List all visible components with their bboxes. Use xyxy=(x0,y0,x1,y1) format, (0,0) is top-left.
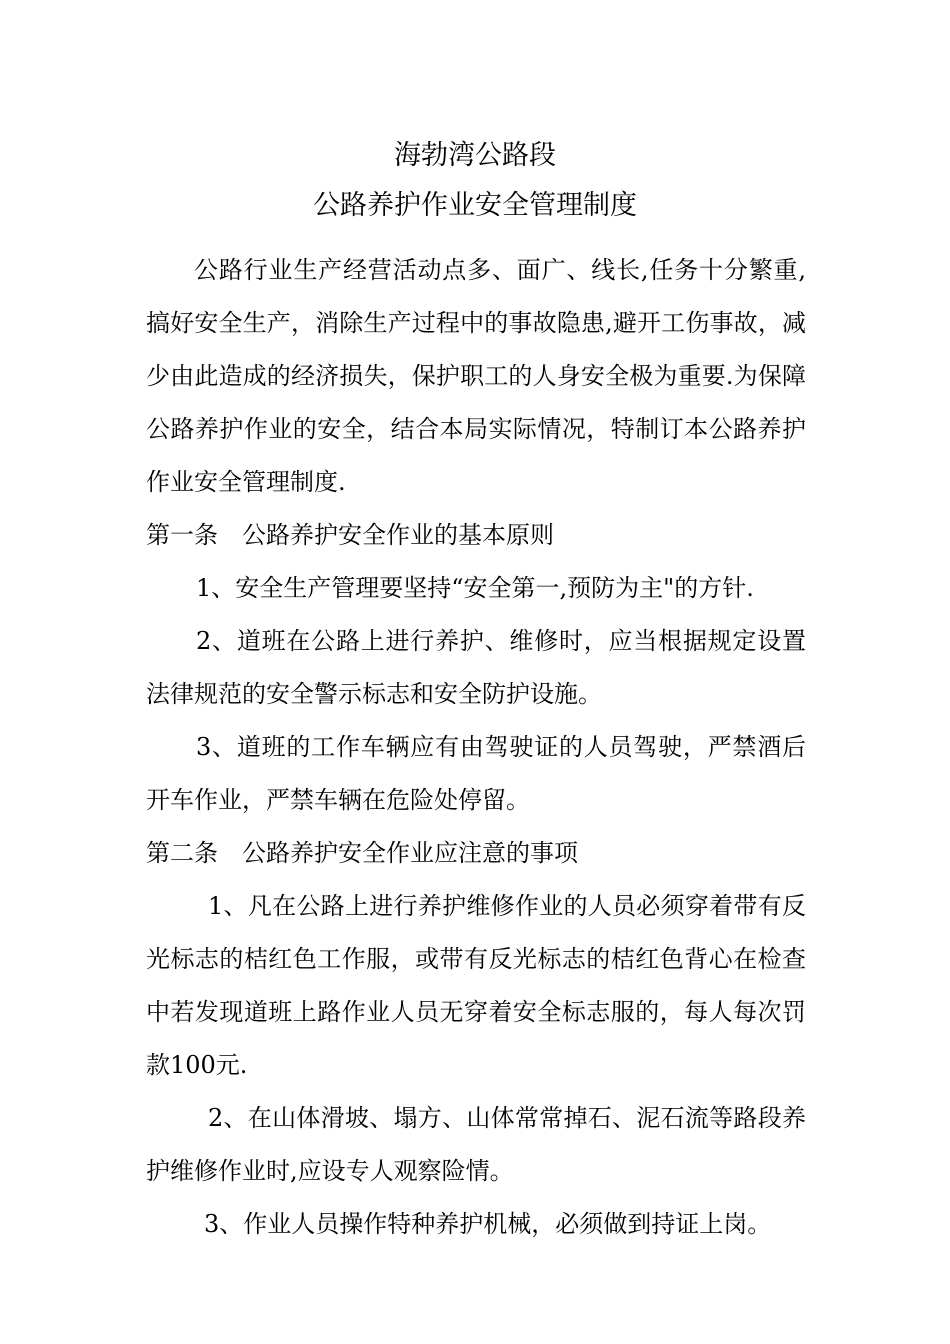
intro-paragraph: 公路行业生产经营活动点多、面广、线长,任务十分繁重,搞好安全生产，消除生产过程中的事故隐患,避开工伤事故，减少由此造成的经济损失，保护职工的人身安全极为重要.为保障公路养护作业的安全，结合本局实际情况，特制订本公路养护作业安全管理制度. xyxy=(146,256,806,496)
article-1-heading: 第一条 公路养护安全作业的基本原则 xyxy=(146,521,554,549)
article-2-item-1: 1、凡在公路上进行养护维修作业的人员必须穿着带有反光标志的桔红色工作服，或带有反光标志的桔红色背心在检查中若发现道班上路作业人员无穿着安全标志服的，每人每次罚款100元. xyxy=(146,892,806,1079)
article-2-item-3: 3、作业人员操作特种养护机械，必须做到持证上岗。 xyxy=(204,1210,772,1238)
document-title-org: 海勃湾公路段 xyxy=(394,140,556,171)
article-2-heading: 第二条 公路养护安全作业应注意的事项 xyxy=(146,839,578,867)
article-1-item-1: 1、安全生产管理要坚持“安全第一,预防为主"的方针. xyxy=(196,574,754,602)
article-1-item-2: 2、道班在公路上进行养护、维修时，应当根据规定设置法律规范的安全警示标志和安全防护设施。 xyxy=(146,627,806,708)
article-1-item-3: 3、道班的工作车辆应有由驾驶证的人员驾驶，严禁酒后开车作业，严禁车辆在危险处停留。 xyxy=(146,733,806,814)
article-2-item-2: 2、在山体滑坡、塌方、山体常常掉石、泥石流等路段养护维修作业时,应设专人观察险情。 xyxy=(146,1104,806,1185)
document-body xyxy=(146,244,806,1251)
document-title: 公路养护作业安全管理制度 xyxy=(313,190,637,221)
